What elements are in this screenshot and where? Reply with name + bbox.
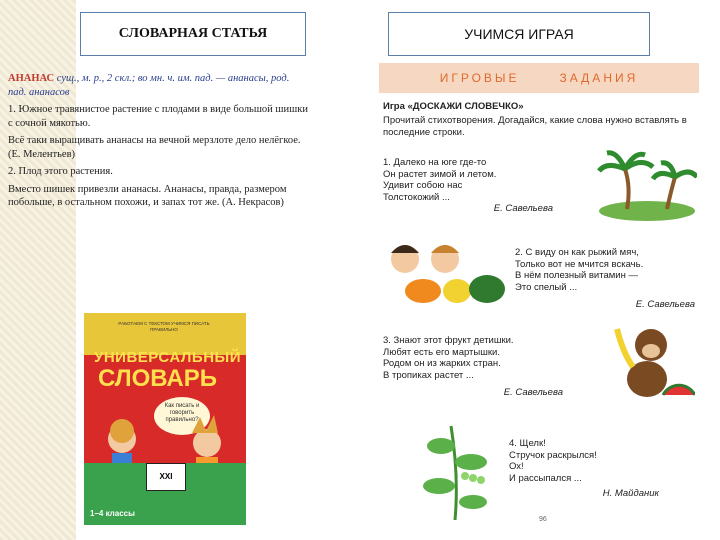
poem-4-card [415, 412, 661, 526]
example-2: Вместо шишек привезли ананасы. Ананасы, правда, размером побольше, в остальном похожи, и запах тот же. (А. Некрасов) [8, 183, 287, 208]
monkey-illustration [607, 323, 695, 405]
book-title-1: УНИВЕРСАЛЬНЫЙ [94, 349, 241, 366]
sense-2: 2. Плод этого растения. [8, 166, 113, 177]
games-header-left: ИГРОВЫЕ [439, 71, 520, 85]
games-header [379, 63, 699, 93]
book-top-text: РАБОТАЕМ С ТЕКСТОМ УЧИМСЯ ПИСАТЬ ПРАВИЛЬНО [118, 321, 210, 332]
grammar-info: сущ., м. р., 2 скл.; во мн. ч. им. пад. — ананасы, род. пад. ананасов [8, 73, 290, 98]
peas-illustration [415, 416, 501, 522]
children-fruits-illustration [383, 239, 509, 305]
game-tasks-panel [379, 63, 699, 411]
page-number: 96 [539, 516, 547, 523]
example-1: Всё таки выращивать ананасы на вечной мерзлоте дело нелёгкое. (Е. Мелентьев) [8, 135, 301, 160]
author-2: Е. Савельева [635, 299, 695, 310]
book-title-2: СЛОВАРЬ [98, 365, 217, 392]
right-title-box [388, 12, 650, 56]
game-title: Игра «ДОСКАЖИ СЛОВЕЧКО» [383, 101, 524, 112]
dictionary-book-cover [84, 313, 246, 525]
author-1: Е. Савельева [493, 203, 553, 214]
games-header-right: ЗАДАНИЯ [559, 71, 639, 85]
book-badge: XXI [146, 463, 186, 491]
game-instruction: Прочитай стихотворения. Догадайся, какие слова нужно вставлять в последние строки. [383, 115, 687, 138]
poem-2: 2. С виду он как рыжий мяч, Только вот не мчится вскачь. В нём полезный витамин — Это спелый ... Е. Савельева [515, 247, 695, 310]
poem-4: 4. Щелк! Стручок раскрылся! Ох! И рассыпался ... Н. Майданик [509, 438, 659, 499]
palm-trees-illustration [597, 147, 697, 221]
left-title: СЛОВАРНАЯ СТАТЬЯ [118, 26, 268, 41]
right-title: УЧИМСЯ ИГРАЯ [464, 26, 574, 42]
left-title-box [80, 12, 306, 56]
poem-1: 1. Далеко на юге где-то Он растет зимой и летом. Удивит собою нас Толстокожий ... Е. Савельева [383, 157, 553, 214]
dictionary-entry [8, 72, 308, 214]
sense-1: 1. Южное травянистое растение с плодами в виде большой шишки с сочной мякотью. [8, 104, 308, 129]
author-3: Е. Савельева [503, 387, 563, 398]
poem-3: 3. Знают этот фрукт детишки. Любят есть его мартышки. Родом он из жарких стран. В тропиках растет ... Е. Савельева [383, 335, 563, 398]
author-4: Н. Майданик [602, 488, 659, 499]
book-bubble: Как писать и говорить правильно? [154, 397, 210, 435]
book-grade: 1–4 классы [90, 509, 135, 518]
headword: АНАНАС [8, 73, 55, 84]
